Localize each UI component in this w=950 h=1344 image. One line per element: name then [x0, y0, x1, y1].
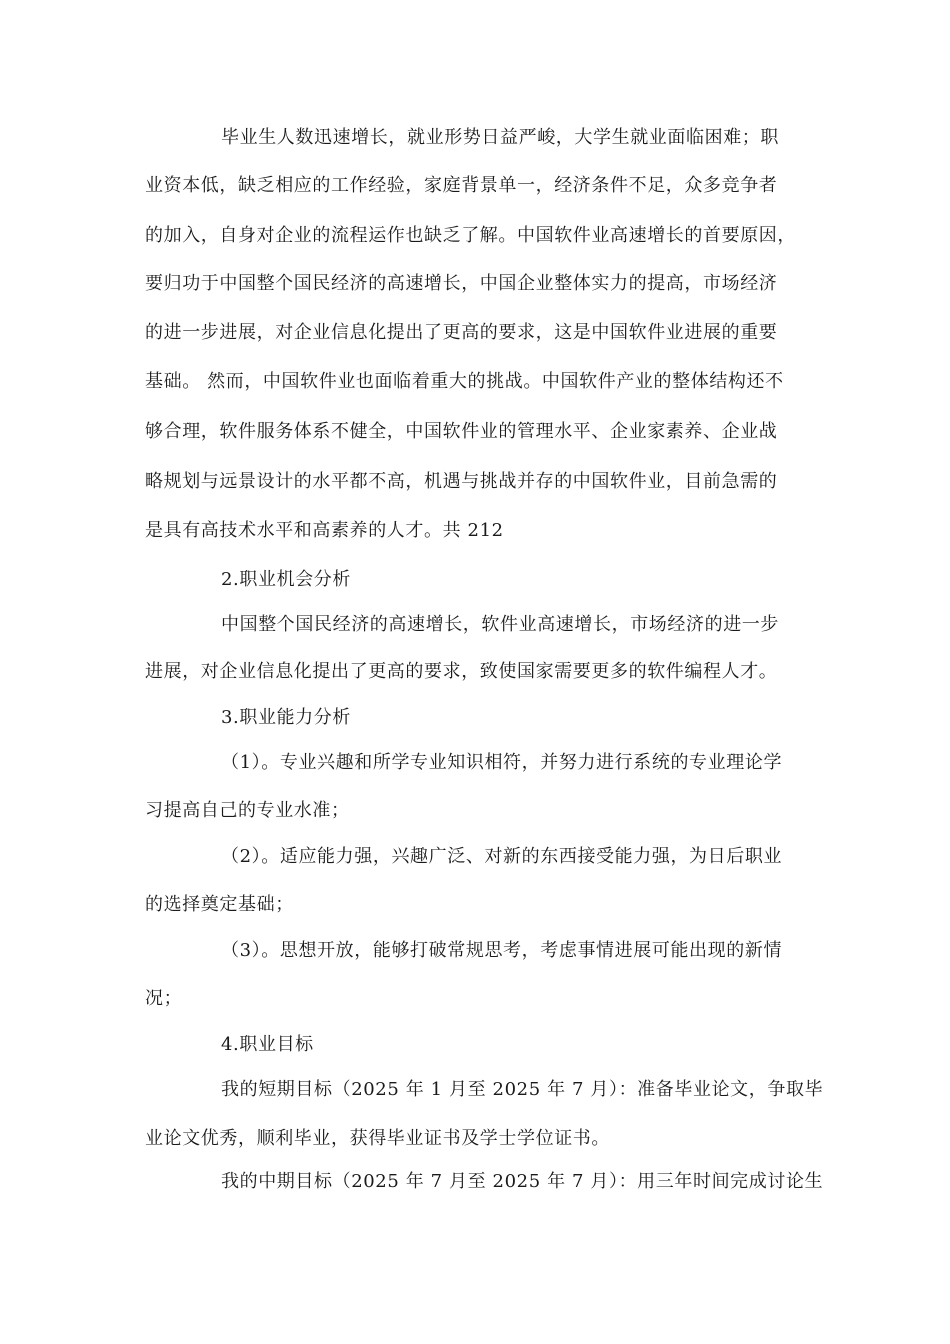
- text-line: （2）。适应能力强，兴趣广泛、对新的东西接受能力强，为日后职业: [221, 846, 783, 867]
- text-line: 中国整个国民经济的高速增长，软件业高速增长，市场经济的进一步: [221, 614, 779, 635]
- text-line: 要归功于中国整个国民经济的高速增长，中国企业整体实力的提高，市场经济: [145, 273, 778, 294]
- text-line: 基础。 然而，中国软件业也面临着重大的挑战。中国软件产业的整体结构还不: [145, 371, 784, 392]
- text-line: （1）。专业兴趣和所学专业知识相符，并努力进行系统的专业理论学: [221, 752, 783, 773]
- text-line: 进展，对企业信息化提出了更高的要求，致使国家需要更多的软件编程人才。: [145, 661, 778, 682]
- text-line: 业资本低，缺乏相应的工作经验，家庭背景单一，经济条件不足，众多竞争者: [145, 175, 778, 196]
- text-line: （3）。思想开放，能够打破常规思考，考虑事情进展可能出现的新情: [221, 940, 783, 961]
- text-line: 况；: [145, 988, 183, 1009]
- text-line: 我的中期目标（2025 年 7 月至 2025 年 7 月）：用三年时间完成讨论生: [221, 1171, 824, 1192]
- text-line: 的选择奠定基础；: [145, 894, 294, 915]
- text-line: 够合理，软件服务体系不健全，中国软件业的管理水平、企业家素养、企业战: [145, 421, 778, 442]
- section-heading: 4.职业目标: [221, 1034, 314, 1055]
- text-line: 的加入，自身对企业的流程运作也缺乏了解。中国软件业高速增长的首要原因，: [145, 225, 796, 246]
- text-line: 的进一步进展，对企业信息化提出了更高的要求，这是中国软件业进展的重要: [145, 322, 778, 343]
- section-heading: 2.职业机会分析: [221, 569, 351, 590]
- text-line: 习提高自己的专业水准；: [145, 800, 350, 821]
- text-line: 是具有高技术水平和高素养的人才。共 212: [145, 520, 504, 541]
- text-line: 我的短期目标（2025 年 1 月至 2025 年 7 月）：准备毕业论文，争取毕: [221, 1079, 824, 1100]
- text-line: 毕业生人数迅速增长，就业形势日益严峻，大学生就业面临困难；职: [221, 127, 779, 148]
- text-line: 略规划与远景设计的水平都不高，机遇与挑战并存的中国软件业，目前急需的: [145, 471, 778, 492]
- text-line: 业论文优秀，顺利毕业，获得毕业证书及学士学位证书。: [145, 1128, 610, 1149]
- section-heading: 3.职业能力分析: [221, 707, 351, 728]
